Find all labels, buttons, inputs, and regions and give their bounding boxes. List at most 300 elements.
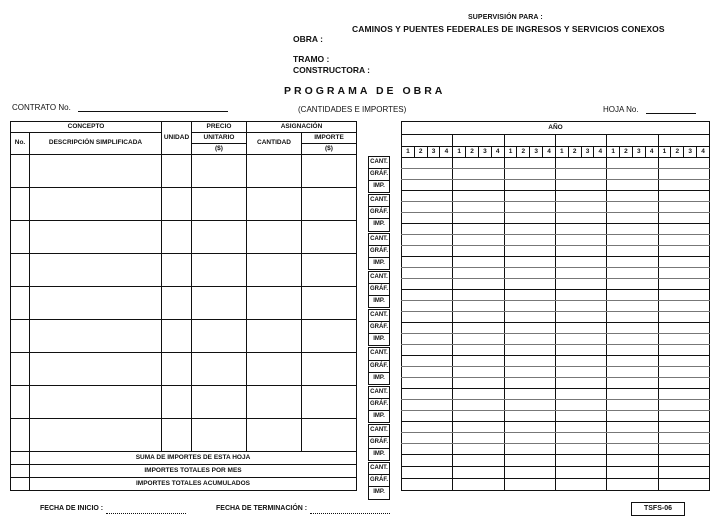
grid-cell[interactable]	[555, 169, 606, 180]
grid-cell[interactable]	[607, 367, 658, 378]
suma-importes-row: SUMA DE IMPORTES DE ESTA HOJA	[30, 452, 357, 465]
grid-cell[interactable]	[453, 433, 504, 444]
grid-cell[interactable]	[658, 378, 709, 389]
grid-row	[402, 334, 710, 345]
grid-cell[interactable]	[402, 422, 453, 433]
grid-cell[interactable]	[402, 158, 453, 169]
concepto-cell[interactable]	[30, 320, 162, 353]
grid-row	[402, 312, 710, 323]
grid-cell[interactable]	[453, 169, 504, 180]
constructora-label: CONSTRUCTORA :	[293, 65, 370, 75]
concepto-cell[interactable]	[302, 188, 357, 221]
grid-cell[interactable]	[555, 323, 606, 334]
row-label-graf: GRÁF.	[369, 437, 389, 449]
concepto-cell[interactable]	[11, 419, 30, 452]
grid-cell[interactable]	[555, 411, 606, 422]
concepto-cell[interactable]	[11, 287, 30, 320]
row-label-imp: IMP.	[373, 183, 385, 190]
grid-cell[interactable]	[607, 301, 658, 312]
grid-cell[interactable]	[607, 378, 658, 389]
supervision-label: SUPERVISIÓN PARA :	[468, 14, 543, 21]
grid-cell[interactable]	[555, 312, 606, 323]
grid-cell[interactable]	[555, 268, 606, 279]
grid-cell[interactable]	[504, 301, 555, 312]
grid-cell[interactable]	[555, 455, 606, 467]
grid-cell[interactable]	[402, 433, 453, 444]
row-label-cant: CANT.	[369, 425, 389, 437]
quarter-number: 4	[697, 147, 710, 158]
grid-cell[interactable]	[555, 279, 606, 290]
grid-cell[interactable]	[658, 356, 709, 367]
grid-cell[interactable]	[658, 191, 709, 202]
grid-cell[interactable]	[402, 202, 453, 213]
grid-cell[interactable]	[453, 467, 504, 479]
period-group-header[interactable]	[607, 135, 658, 147]
grid-cell[interactable]	[555, 224, 606, 235]
concepto-row	[11, 353, 357, 386]
concepto-cell[interactable]	[192, 386, 247, 419]
obra-label: OBRA :	[293, 34, 323, 44]
concepto-cell[interactable]	[302, 419, 357, 452]
grid-cell[interactable]	[402, 213, 453, 224]
concepto-cell[interactable]	[192, 155, 247, 188]
grid-cell[interactable]	[658, 345, 709, 356]
grid-cell[interactable]	[607, 224, 658, 235]
grid-cell[interactable]	[658, 257, 709, 268]
concepto-row	[11, 419, 357, 452]
grid-cell[interactable]	[504, 433, 555, 444]
grid-cell[interactable]	[504, 411, 555, 422]
concepto-cell[interactable]	[302, 254, 357, 287]
grid-cell[interactable]	[658, 367, 709, 378]
concepto-cell[interactable]	[162, 221, 192, 254]
period-group-header[interactable]	[658, 135, 709, 147]
grid-cell[interactable]	[402, 367, 453, 378]
grid-cell[interactable]	[453, 345, 504, 356]
grid-cell[interactable]	[402, 467, 453, 479]
grid-cell[interactable]	[402, 334, 453, 345]
grid-cell[interactable]	[504, 444, 555, 455]
grid-cell[interactable]	[555, 422, 606, 433]
grid-cell[interactable]	[555, 191, 606, 202]
concepto-cell[interactable]	[162, 386, 192, 419]
hoja-field[interactable]	[646, 113, 696, 114]
importe-moneda: ($)	[302, 144, 357, 155]
concepto-cell[interactable]	[11, 386, 30, 419]
grid-cell[interactable]	[658, 169, 709, 180]
row-label-graf: GRÁF.	[369, 399, 389, 411]
quarter-number: 3	[530, 147, 543, 158]
grid-cell[interactable]	[555, 334, 606, 345]
grid-cell[interactable]	[607, 202, 658, 213]
totales-acumulados-row: IMPORTES TOTALES ACUMULADOS	[30, 478, 357, 491]
concepto-cell[interactable]	[247, 287, 302, 320]
concepto-row	[11, 287, 357, 320]
concepto-cell[interactable]	[162, 287, 192, 320]
fecha-inicio-label: FECHA DE INICIO :	[40, 505, 104, 512]
period-group-header[interactable]	[504, 135, 555, 147]
concepto-cell[interactable]	[30, 386, 162, 419]
grid-cell[interactable]	[402, 455, 453, 467]
grid-cell[interactable]	[658, 479, 709, 491]
grid-cell[interactable]	[402, 479, 453, 491]
grid-cell[interactable]	[555, 257, 606, 268]
row-label-cant: CANT.	[369, 310, 389, 322]
grid-cell[interactable]	[555, 202, 606, 213]
quarter-number: 4	[543, 147, 556, 158]
concepto-cell[interactable]	[162, 320, 192, 353]
grid-cell[interactable]	[504, 312, 555, 323]
concepto-cell[interactable]	[247, 221, 302, 254]
grid-cell[interactable]	[658, 180, 709, 191]
grid-cell[interactable]	[453, 290, 504, 301]
grid-cell[interactable]	[555, 246, 606, 257]
grid-cell[interactable]	[504, 479, 555, 491]
grid-cell[interactable]	[504, 257, 555, 268]
grid-cell[interactable]	[607, 411, 658, 422]
row-label-graf: GRÁF.	[369, 475, 389, 487]
grid-cell[interactable]	[453, 191, 504, 202]
grid-cell[interactable]	[402, 268, 453, 279]
concepto-cell[interactable]	[247, 353, 302, 386]
grid-cell[interactable]	[555, 479, 606, 491]
grid-cell[interactable]	[504, 389, 555, 400]
grid-cell[interactable]	[607, 169, 658, 180]
grid-cell[interactable]	[453, 213, 504, 224]
grid-cell[interactable]	[607, 312, 658, 323]
grid-row	[402, 467, 710, 479]
row-label-cant: CANT.	[369, 157, 389, 169]
grid-cell[interactable]	[658, 323, 709, 334]
grid-cell[interactable]	[402, 411, 453, 422]
grid-cell[interactable]	[402, 356, 453, 367]
period-group-header[interactable]	[555, 135, 606, 147]
grid-row	[402, 422, 710, 433]
row-label-graf: GRÁF.	[369, 207, 389, 219]
grid-cell[interactable]	[555, 356, 606, 367]
grid-cell[interactable]	[453, 202, 504, 213]
grid-cell[interactable]	[658, 213, 709, 224]
quarter-number: 1	[453, 147, 466, 158]
grid-cell[interactable]	[658, 444, 709, 455]
grid-cell[interactable]	[402, 378, 453, 389]
grid-cell[interactable]	[504, 323, 555, 334]
concepto-cell[interactable]	[11, 155, 30, 188]
concepto-header: CONCEPTO	[11, 122, 162, 133]
grid-cell[interactable]	[402, 169, 453, 180]
grid-row	[402, 246, 710, 257]
grid-cell[interactable]	[453, 301, 504, 312]
concepto-cell[interactable]	[192, 287, 247, 320]
grid-cell[interactable]	[402, 246, 453, 257]
concepto-cell[interactable]	[192, 320, 247, 353]
grid-row	[402, 389, 710, 400]
grid-cell[interactable]	[607, 455, 658, 467]
grid-cell[interactable]	[402, 400, 453, 411]
grid-cell[interactable]	[504, 224, 555, 235]
grid-cell[interactable]	[658, 290, 709, 301]
grid-cell[interactable]	[555, 444, 606, 455]
concepto-cell[interactable]	[302, 155, 357, 188]
grid-cell[interactable]	[658, 400, 709, 411]
concepto-cell[interactable]	[30, 155, 162, 188]
grid-cell[interactable]	[402, 290, 453, 301]
period-group-header[interactable]	[402, 135, 453, 147]
grid-cell[interactable]	[607, 433, 658, 444]
concepto-cell[interactable]	[192, 221, 247, 254]
grid-cell[interactable]	[453, 323, 504, 334]
grid-cell[interactable]	[504, 356, 555, 367]
grid-cell[interactable]	[555, 290, 606, 301]
grid-cell[interactable]	[607, 479, 658, 491]
grid-cell[interactable]	[402, 323, 453, 334]
fecha-terminacion-field[interactable]	[310, 513, 390, 514]
grid-cell[interactable]	[607, 389, 658, 400]
grid-cell[interactable]	[504, 279, 555, 290]
grid-cell[interactable]	[453, 312, 504, 323]
concepto-cell[interactable]	[11, 188, 30, 221]
grid-cell[interactable]	[555, 345, 606, 356]
grid-cell[interactable]	[453, 400, 504, 411]
grid-cell[interactable]	[607, 180, 658, 191]
grid-cell[interactable]	[453, 235, 504, 246]
grid-row	[402, 290, 710, 301]
grid-cell[interactable]	[504, 400, 555, 411]
form-code: TSFS-06	[631, 502, 685, 516]
grid-cell[interactable]	[402, 444, 453, 455]
grid-cell[interactable]	[504, 378, 555, 389]
grid-cell[interactable]	[607, 235, 658, 246]
grid-cell[interactable]	[658, 235, 709, 246]
grid-cell[interactable]	[658, 301, 709, 312]
grid-cell[interactable]	[504, 290, 555, 301]
grid-cell[interactable]	[658, 433, 709, 444]
concepto-cell[interactable]	[30, 254, 162, 287]
concepto-cell[interactable]	[192, 419, 247, 452]
row-label-cant: CANT.	[369, 234, 389, 246]
grid-cell[interactable]	[607, 279, 658, 290]
descripcion-header: DESCRIPCIÓN SIMPLIFICADA	[30, 133, 162, 155]
grid-cell[interactable]	[504, 367, 555, 378]
grid-cell[interactable]	[555, 378, 606, 389]
grid-cell[interactable]	[453, 356, 504, 367]
concepto-cell[interactable]	[11, 320, 30, 353]
grid-cell[interactable]	[607, 422, 658, 433]
grid-cell[interactable]	[504, 191, 555, 202]
grid-cell[interactable]	[453, 224, 504, 235]
grid-cell[interactable]	[453, 180, 504, 191]
grid-row	[402, 411, 710, 422]
grid-cell[interactable]	[402, 312, 453, 323]
concepto-cell[interactable]	[30, 188, 162, 221]
grid-cell[interactable]	[555, 180, 606, 191]
row-label-graf: GRÁF.	[369, 284, 389, 296]
grid-cell[interactable]	[607, 323, 658, 334]
concepto-cell[interactable]	[192, 353, 247, 386]
concepto-cell[interactable]	[247, 386, 302, 419]
grid-cell[interactable]	[402, 191, 453, 202]
grid-cell[interactable]	[402, 257, 453, 268]
grid-cell[interactable]	[607, 345, 658, 356]
grid-cell[interactable]	[453, 389, 504, 400]
grid-cell[interactable]	[453, 246, 504, 257]
client-name: CAMINOS Y PUENTES FEDERALES DE INGRESOS Y SERVICIOS CONEXOS	[352, 24, 665, 34]
concepto-cell[interactable]	[247, 320, 302, 353]
grid-cell[interactable]	[658, 411, 709, 422]
grid-cell[interactable]	[453, 158, 504, 169]
concepto-cell[interactable]	[247, 188, 302, 221]
grid-cell[interactable]	[555, 433, 606, 444]
grid-cell[interactable]	[607, 444, 658, 455]
quarter-number: 3	[581, 147, 594, 158]
grid-row	[402, 479, 710, 491]
quarter-number: 3	[684, 147, 697, 158]
grid-cell[interactable]	[658, 158, 709, 169]
grid-cell[interactable]	[504, 334, 555, 345]
concepto-cell[interactable]	[30, 353, 162, 386]
grid-row	[402, 257, 710, 268]
concepto-cell[interactable]	[162, 353, 192, 386]
grid-cell[interactable]	[607, 334, 658, 345]
grid-cell[interactable]	[402, 389, 453, 400]
grid-cell[interactable]	[607, 400, 658, 411]
grid-cell[interactable]	[453, 257, 504, 268]
grid-cell[interactable]	[658, 312, 709, 323]
concepto-cell[interactable]	[162, 155, 192, 188]
grid-cell[interactable]	[555, 213, 606, 224]
grid-cell[interactable]	[607, 191, 658, 202]
concepto-cell[interactable]	[247, 254, 302, 287]
concepto-cell[interactable]	[11, 254, 30, 287]
grid-cell[interactable]	[658, 455, 709, 467]
grid-cell[interactable]	[402, 345, 453, 356]
grid-cell[interactable]	[555, 301, 606, 312]
quarter-number: 3	[427, 147, 440, 158]
grid-cell[interactable]	[402, 224, 453, 235]
grid-cell[interactable]	[658, 224, 709, 235]
grid-cell[interactable]	[504, 213, 555, 224]
grid-cell[interactable]	[504, 345, 555, 356]
concepto-cell[interactable]	[302, 287, 357, 320]
grid-cell[interactable]	[504, 268, 555, 279]
grid-row	[402, 279, 710, 290]
grid-cell[interactable]	[555, 158, 606, 169]
grid-cell[interactable]	[504, 235, 555, 246]
quarter-number: 4	[491, 147, 504, 158]
concepto-cell[interactable]	[30, 287, 162, 320]
grid-cell[interactable]	[658, 268, 709, 279]
grid-cell[interactable]	[658, 334, 709, 345]
period-group-header[interactable]	[453, 135, 504, 147]
concepto-row	[11, 155, 357, 188]
grid-cell[interactable]	[402, 279, 453, 290]
grid-cell[interactable]	[555, 235, 606, 246]
concepto-cell[interactable]	[302, 320, 357, 353]
grid-cell[interactable]	[607, 257, 658, 268]
concepto-cell[interactable]	[11, 221, 30, 254]
grid-cell[interactable]	[504, 467, 555, 479]
concepto-cell[interactable]	[11, 353, 30, 386]
grid-row	[402, 169, 710, 180]
quarter-number: 1	[607, 147, 620, 158]
concepto-cell[interactable]	[30, 419, 162, 452]
grid-cell[interactable]	[453, 378, 504, 389]
grid-cell[interactable]	[555, 400, 606, 411]
totales-mes-row: IMPORTES TOTALES POR MES	[30, 465, 357, 478]
grid-cell[interactable]	[658, 467, 709, 479]
grid-cell[interactable]	[453, 279, 504, 290]
grid-cell[interactable]	[453, 268, 504, 279]
grid-cell[interactable]	[453, 334, 504, 345]
concepto-cell[interactable]	[302, 221, 357, 254]
concepto-cell[interactable]	[192, 254, 247, 287]
grid-cell[interactable]	[504, 422, 555, 433]
quarter-number: 1	[402, 147, 415, 158]
concepto-cell[interactable]	[192, 188, 247, 221]
fecha-inicio-field[interactable]	[106, 513, 186, 514]
grid-cell[interactable]	[453, 455, 504, 467]
grid-cell[interactable]	[453, 422, 504, 433]
grid-cell[interactable]	[555, 367, 606, 378]
concepto-cell[interactable]	[162, 419, 192, 452]
grid-cell[interactable]	[607, 268, 658, 279]
grid-cell[interactable]	[504, 180, 555, 191]
grid-cell[interactable]	[504, 158, 555, 169]
grid-cell[interactable]	[658, 422, 709, 433]
grid-cell[interactable]	[658, 202, 709, 213]
grid-cell[interactable]	[504, 455, 555, 467]
precio-moneda: ($)	[192, 144, 247, 155]
grid-cell[interactable]	[453, 367, 504, 378]
grid-row	[402, 213, 710, 224]
contrato-field[interactable]	[78, 111, 228, 112]
concepto-table	[10, 121, 357, 491]
grid-cell[interactable]	[555, 467, 606, 479]
concepto-cell[interactable]	[162, 188, 192, 221]
grid-cell[interactable]	[607, 213, 658, 224]
concepto-cell[interactable]	[162, 254, 192, 287]
concepto-cell[interactable]	[247, 419, 302, 452]
quarter-number: 4	[440, 147, 453, 158]
grid-cell[interactable]	[504, 202, 555, 213]
row-label-cant: CANT.	[369, 195, 389, 207]
concepto-cell[interactable]	[302, 353, 357, 386]
grid-cell[interactable]	[402, 235, 453, 246]
grid-cell[interactable]	[402, 301, 453, 312]
grid-cell[interactable]	[607, 290, 658, 301]
grid-cell[interactable]	[453, 444, 504, 455]
grid-cell[interactable]	[504, 169, 555, 180]
grid-cell[interactable]	[658, 389, 709, 400]
grid-cell[interactable]	[607, 356, 658, 367]
grid-cell[interactable]	[453, 411, 504, 422]
grid-cell[interactable]	[453, 479, 504, 491]
grid-cell[interactable]	[555, 389, 606, 400]
grid-cell[interactable]	[607, 246, 658, 257]
grid-cell[interactable]	[607, 467, 658, 479]
concepto-cell[interactable]	[247, 155, 302, 188]
importe-header: IMPORTE	[302, 133, 357, 144]
grid-cell[interactable]	[402, 180, 453, 191]
grid-cell[interactable]	[658, 279, 709, 290]
row-label-graf: GRÁF.	[369, 361, 389, 373]
concepto-cell[interactable]	[30, 221, 162, 254]
concepto-cell[interactable]	[302, 386, 357, 419]
grid-row	[402, 301, 710, 312]
grid-cell[interactable]	[504, 246, 555, 257]
grid-cell[interactable]	[607, 158, 658, 169]
grid-cell[interactable]	[658, 246, 709, 257]
